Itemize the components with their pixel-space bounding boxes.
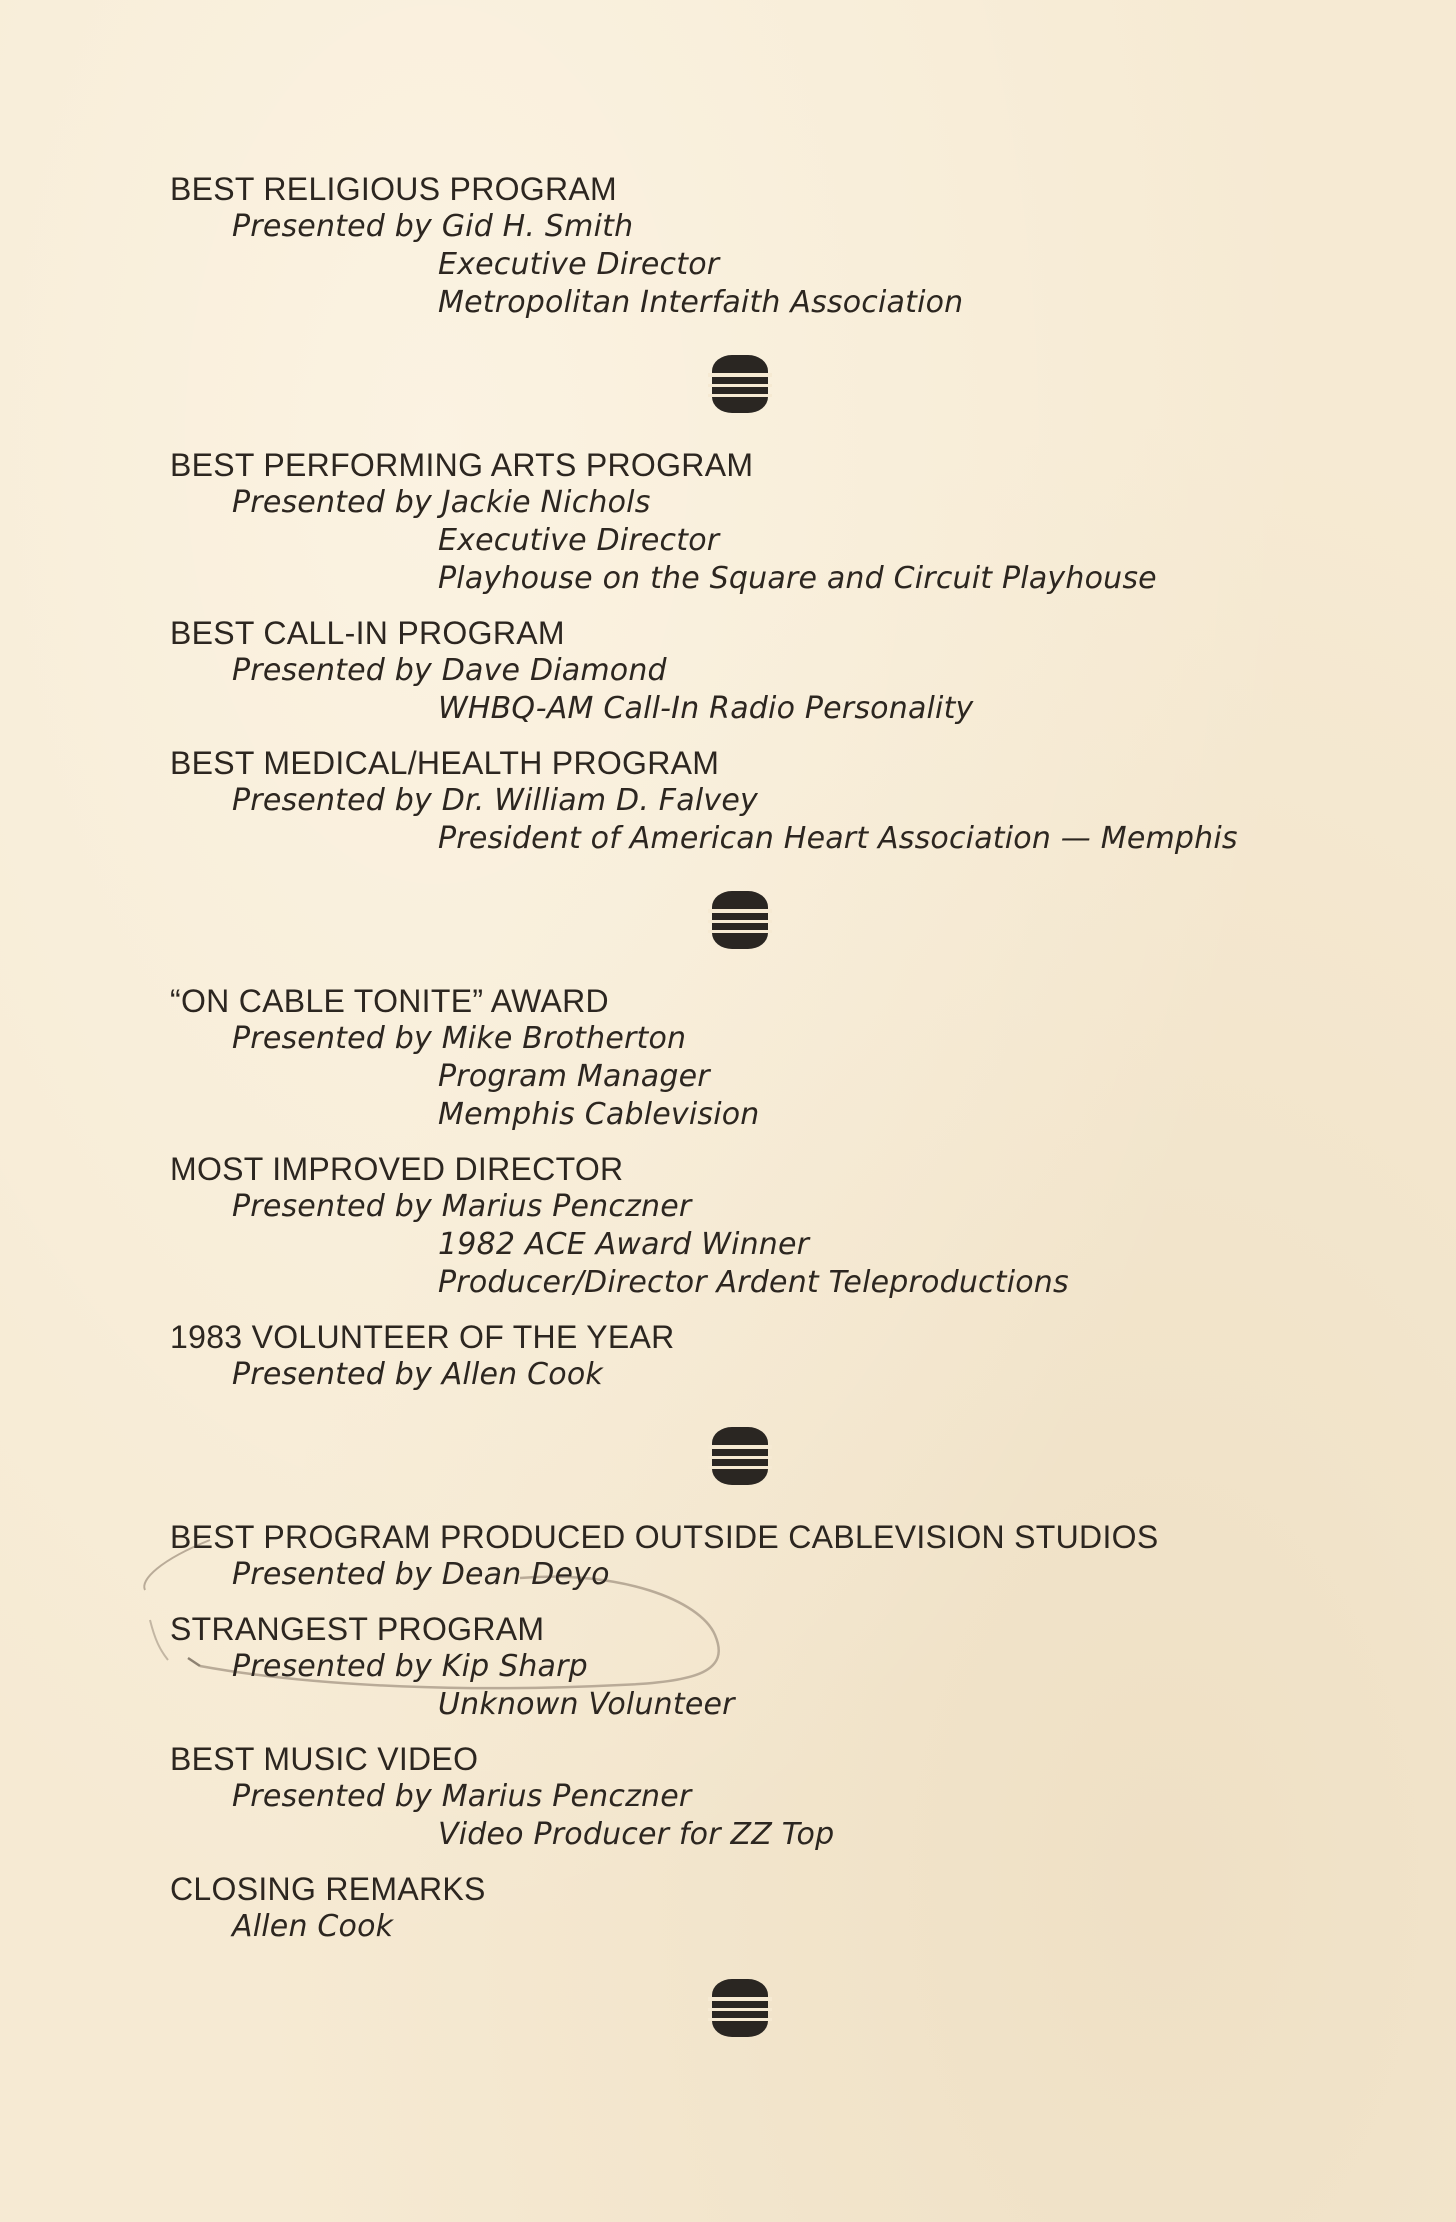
award-strangest-program <box>170 1610 1350 1724</box>
section-divider <box>170 858 1350 982</box>
section-divider <box>170 322 1350 446</box>
award-title: BEST RELIGIOUS PROGRAM <box>170 171 617 207</box>
presenter-line: Presented by Kip Sharp <box>232 1649 588 1684</box>
award-on-cable-tonite <box>170 982 1350 1134</box>
affiliation-line: Playhouse on the Square and Circuit Playhouse <box>438 561 1157 596</box>
award-best-call-in-program <box>170 614 1350 728</box>
award-title: BEST MUSIC VIDEO <box>170 1741 479 1777</box>
award-most-improved-director <box>170 1150 1350 1302</box>
affiliation-line: Unknown Volunteer <box>438 1687 735 1722</box>
cablevision-logo-icon <box>708 1977 772 2039</box>
award-best-medical-health-program <box>170 744 1350 858</box>
award-title: 1983 VOLUNTEER OF THE YEAR <box>170 1319 675 1355</box>
presenter-line: Presented by Marius Penczner <box>232 1779 692 1814</box>
award-title: “ON CABLE TONITE” AWARD <box>170 983 609 1019</box>
presenter-line: Presented by Dr. William D. Falvey <box>232 783 758 818</box>
award-best-program-outside-studios <box>170 1518 1350 1594</box>
affiliation-line: Memphis Cablevision <box>438 1097 760 1132</box>
presenter-line: Allen Cook <box>232 1909 394 1944</box>
cablevision-logo-icon <box>708 889 772 951</box>
award-title: BEST CALL-IN PROGRAM <box>170 615 565 651</box>
affiliation-line: Program Manager <box>438 1059 710 1094</box>
award-volunteer-of-the-year <box>170 1318 1350 1394</box>
section-divider <box>170 1946 1350 2070</box>
award-title: BEST PERFORMING ARTS PROGRAM <box>170 447 754 483</box>
affiliation-line: Metropolitan Interfaith Association <box>438 285 964 320</box>
affiliation-line: Executive Director <box>438 247 720 282</box>
award-best-performing-arts-program <box>170 446 1350 598</box>
affiliation-line: Executive Director <box>438 523 720 558</box>
section-divider <box>170 1394 1350 1518</box>
presenter-line: Presented by Dean Deyo <box>232 1557 610 1592</box>
affiliation-line: Video Producer for ZZ Top <box>438 1817 835 1852</box>
presenter-line: Presented by Gid H. Smith <box>232 209 634 244</box>
presenter-line: Presented by Jackie Nichols <box>232 485 651 520</box>
award-best-religious-program <box>170 170 1350 322</box>
presenter-line: Presented by Dave Diamond <box>232 653 667 688</box>
affiliation-line: WHBQ-AM Call-In Radio Personality <box>438 691 974 726</box>
award-best-music-video <box>170 1740 1350 1854</box>
presenter-line: Presented by Allen Cook <box>232 1357 603 1392</box>
award-title: BEST MEDICAL/HEALTH PROGRAM <box>170 745 720 781</box>
affiliation-line: 1982 ACE Award Winner <box>438 1227 810 1262</box>
program-listing <box>170 170 1350 2070</box>
award-title: CLOSING REMARKS <box>170 1871 486 1907</box>
award-title: BEST PROGRAM PRODUCED OUTSIDE CABLEVISION STUDIOS <box>170 1519 1159 1555</box>
award-title: STRANGEST PROGRAM <box>170 1611 545 1647</box>
presenter-line: Presented by Mike Brotherton <box>232 1021 687 1056</box>
closing-remarks <box>170 1870 1350 1946</box>
cablevision-logo-icon <box>708 1425 772 1487</box>
affiliation-line: Producer/Director Ardent Teleproductions <box>438 1265 1069 1300</box>
affiliation-line: President of American Heart Association — Memphis <box>438 821 1238 856</box>
award-title: MOST IMPROVED DIRECTOR <box>170 1151 624 1187</box>
presenter-line: Presented by Marius Penczner <box>232 1189 692 1224</box>
cablevision-logo-icon <box>708 353 772 415</box>
